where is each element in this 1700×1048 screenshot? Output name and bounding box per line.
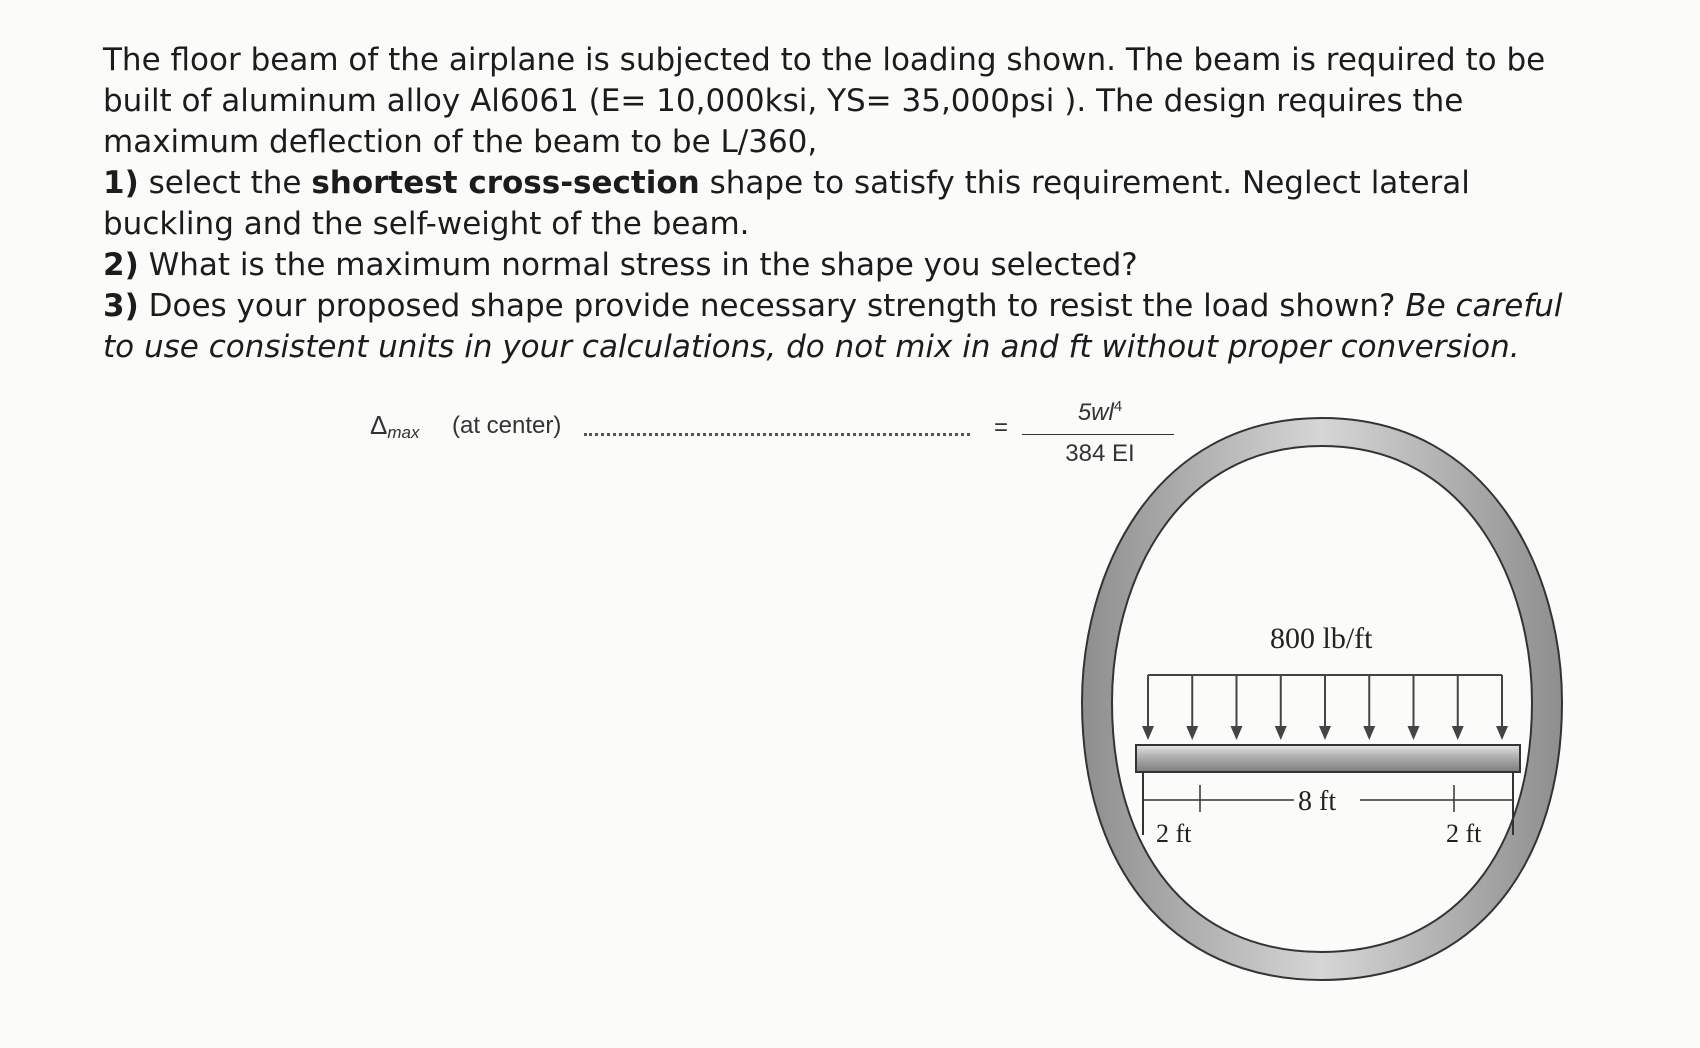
load-arrow <box>1142 675 1154 740</box>
fuselage-ring <box>1082 418 1562 980</box>
load-arrows <box>1142 675 1508 740</box>
equals-sign: = <box>994 414 1009 441</box>
question-1-number: 1) <box>103 165 139 201</box>
question-3-note: Be careful to use consistent units in your calculations, do not mix in and ft without proper conversion. <box>103 288 1563 365</box>
question-2-text: What is the maximum normal stress in the shape you selected? <box>148 247 1138 283</box>
span-right-label: 2 ft <box>1446 819 1482 848</box>
formula-denominator: 384 EI <box>1065 440 1135 467</box>
load-arrow <box>1496 675 1508 740</box>
span-left-label: 2 ft <box>1156 819 1192 848</box>
span-middle-label: 8 ft <box>1298 786 1337 817</box>
load-arrow <box>1186 675 1198 740</box>
load-arrow <box>1452 675 1464 740</box>
delta-symbol: $\Delta_{max}$ <box>370 410 420 442</box>
load-arrow <box>1363 675 1375 740</box>
load-arrow <box>1275 675 1287 740</box>
formula-numerator: $5wl^4$ <box>1077 398 1123 426</box>
question-3-number: 3) <box>103 288 139 324</box>
load-arrow <box>1408 675 1420 740</box>
formula-condition: (at center) <box>452 412 562 439</box>
problem-intro: The floor beam of the airplane is subjected to the loading shown. The beam is required to be built of aluminum alloy Al6061 (E= 10,000ksi, YS= 35,000psi ). The design requires the maximum deflection of the beam to be L/360, <box>103 42 1546 160</box>
floor-beam <box>1136 745 1520 772</box>
question-2-number: 2) <box>103 247 139 283</box>
load-arrow <box>1319 675 1331 740</box>
load-label: 800 lb/ft <box>1270 622 1373 655</box>
question-1-post: shape to satisfy this requirement. Neglect lateral buckling and the self-weight of the beam. <box>103 165 1470 242</box>
question-1-pre: select the <box>148 165 302 201</box>
formula-exponent: 4 <box>1113 398 1123 415</box>
load-arrow <box>1231 675 1243 740</box>
question-1-bold: shortest cross-section <box>311 165 700 201</box>
max-subscript: max <box>387 423 420 442</box>
question-3-text: Does your proposed shape provide necessary strength to resist the load shown? <box>148 288 1396 324</box>
